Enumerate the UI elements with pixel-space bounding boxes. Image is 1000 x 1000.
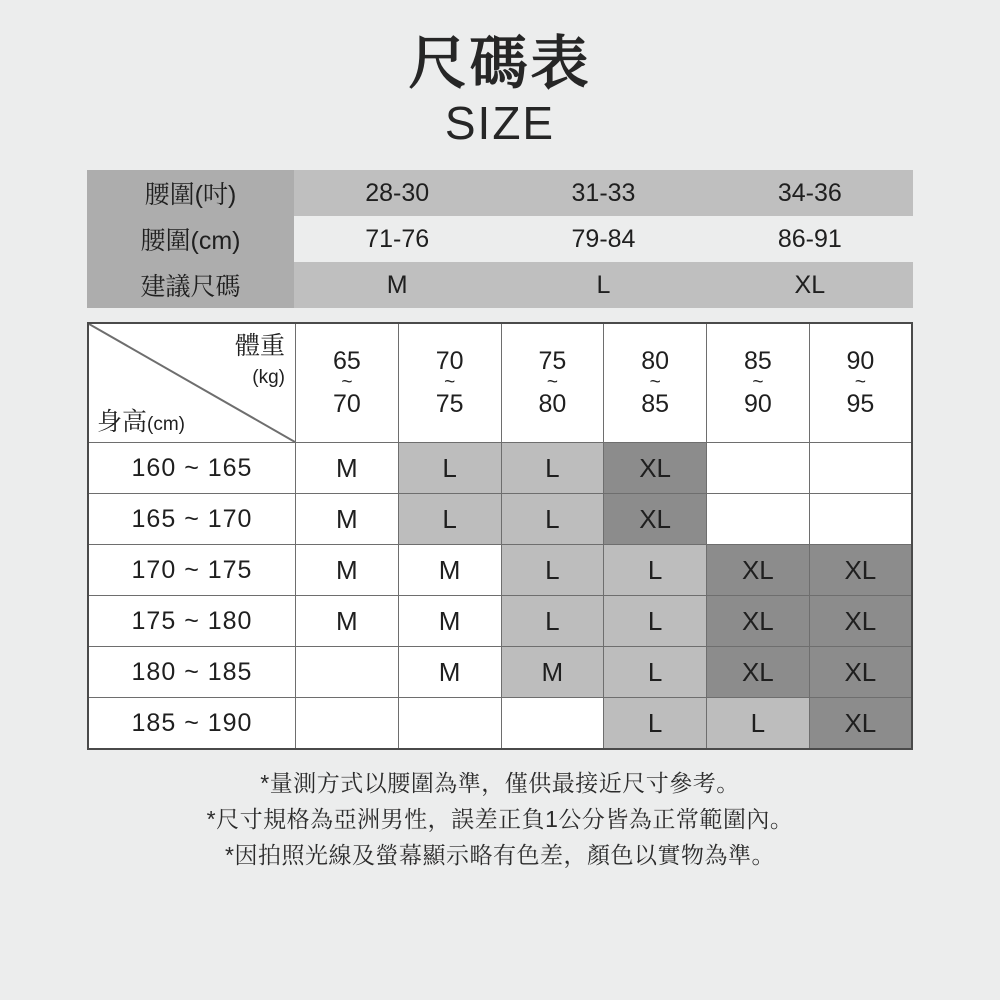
note-line: *尺寸規格為亞洲男性，誤差正負1公分皆為正常範圍內。 bbox=[206, 806, 794, 833]
size-cell: L bbox=[501, 443, 604, 494]
size-cell: L bbox=[501, 545, 604, 596]
size-cell bbox=[296, 698, 399, 750]
weight-column-header: 75 ~ 80 bbox=[501, 323, 604, 443]
title-block bbox=[0, 0, 1000, 152]
table-row bbox=[88, 545, 912, 596]
size-cell: XL bbox=[604, 494, 707, 545]
size-cell: XL bbox=[707, 545, 810, 596]
size-cell bbox=[296, 647, 399, 698]
recommended-size-value-1: M bbox=[294, 262, 500, 308]
waist-cm-value-3: 86-91 bbox=[707, 216, 913, 262]
size-cell: L bbox=[501, 596, 604, 647]
size-cell: L bbox=[604, 698, 707, 750]
size-cell: M bbox=[296, 596, 399, 647]
size-cell: M bbox=[296, 545, 399, 596]
recommended-size-value-3: XL bbox=[707, 262, 913, 308]
table-row bbox=[88, 698, 912, 750]
size-cell bbox=[707, 494, 810, 545]
size-matrix-table bbox=[87, 322, 913, 750]
size-cell: L bbox=[604, 596, 707, 647]
table-row bbox=[87, 216, 913, 262]
height-row-header: 160 ~ 165 bbox=[88, 443, 296, 494]
height-axis-label: 身高(cm) bbox=[97, 407, 185, 436]
size-cell bbox=[809, 443, 912, 494]
weight-column-header: 90 ~ 95 bbox=[809, 323, 912, 443]
table-row bbox=[87, 262, 913, 308]
table-row bbox=[88, 494, 912, 545]
page-title: 尺碼表 bbox=[408, 31, 592, 96]
size-cell: L bbox=[501, 494, 604, 545]
recommended-size-label: 建議尺碼 bbox=[87, 262, 294, 308]
size-cell: M bbox=[398, 647, 501, 698]
note-line: *量測方式以腰圍為準，僅供最接近尺寸參考。 bbox=[260, 770, 740, 797]
size-cell: L bbox=[398, 443, 501, 494]
size-cell: L bbox=[604, 545, 707, 596]
size-cell: XL bbox=[809, 545, 912, 596]
waist-inch-label: 腰圍(吋) bbox=[87, 170, 294, 216]
weight-column-header: 70 ~ 75 bbox=[398, 323, 501, 443]
recommended-size-value-2: L bbox=[500, 262, 706, 308]
matrix-header-row bbox=[88, 323, 912, 443]
size-cell: XL bbox=[809, 596, 912, 647]
waist-reference-table bbox=[87, 170, 913, 308]
table-row bbox=[88, 443, 912, 494]
size-cell bbox=[809, 494, 912, 545]
table-row bbox=[87, 170, 913, 216]
height-row-header: 180 ~ 185 bbox=[88, 647, 296, 698]
size-cell: XL bbox=[604, 443, 707, 494]
weight-column-header: 65 ~ 70 bbox=[296, 323, 399, 443]
size-cell: M bbox=[296, 494, 399, 545]
waist-cm-label: 腰圍(cm) bbox=[87, 216, 294, 262]
page-subtitle: SIZE bbox=[444, 96, 556, 149]
weight-column-header: 80 ~ 85 bbox=[604, 323, 707, 443]
size-cell: L bbox=[398, 494, 501, 545]
waist-inch-value-3: 34-36 bbox=[707, 170, 913, 216]
size-cell: XL bbox=[809, 647, 912, 698]
size-cell: L bbox=[604, 647, 707, 698]
size-cell: M bbox=[296, 443, 399, 494]
size-cell bbox=[501, 698, 604, 750]
height-row-header: 170 ~ 175 bbox=[88, 545, 296, 596]
size-cell bbox=[707, 443, 810, 494]
size-cell: L bbox=[707, 698, 810, 750]
waist-inch-value-1: 28-30 bbox=[294, 170, 500, 216]
table-row bbox=[88, 596, 912, 647]
size-cell bbox=[398, 698, 501, 750]
size-cell: XL bbox=[707, 596, 810, 647]
size-cell: M bbox=[501, 647, 604, 698]
size-cell: M bbox=[398, 596, 501, 647]
weight-axis-label: 體重 (kg) bbox=[234, 332, 285, 389]
size-cell: XL bbox=[809, 698, 912, 750]
size-cell: M bbox=[398, 545, 501, 596]
note-line: *因拍照光線及螢幕顯示略有色差，顏色以實物為準。 bbox=[225, 841, 775, 868]
weight-column-header: 85 ~ 90 bbox=[707, 323, 810, 443]
height-row-header: 185 ~ 190 bbox=[88, 698, 296, 750]
matrix-corner-cell bbox=[88, 323, 296, 443]
table-row bbox=[88, 647, 912, 698]
notes-block bbox=[50, 766, 950, 873]
waist-cm-value-2: 79-84 bbox=[500, 216, 706, 262]
height-row-header: 165 ~ 170 bbox=[88, 494, 296, 545]
waist-inch-value-2: 31-33 bbox=[500, 170, 706, 216]
size-cell: XL bbox=[707, 647, 810, 698]
height-row-header: 175 ~ 180 bbox=[88, 596, 296, 647]
waist-cm-value-1: 71-76 bbox=[294, 216, 500, 262]
